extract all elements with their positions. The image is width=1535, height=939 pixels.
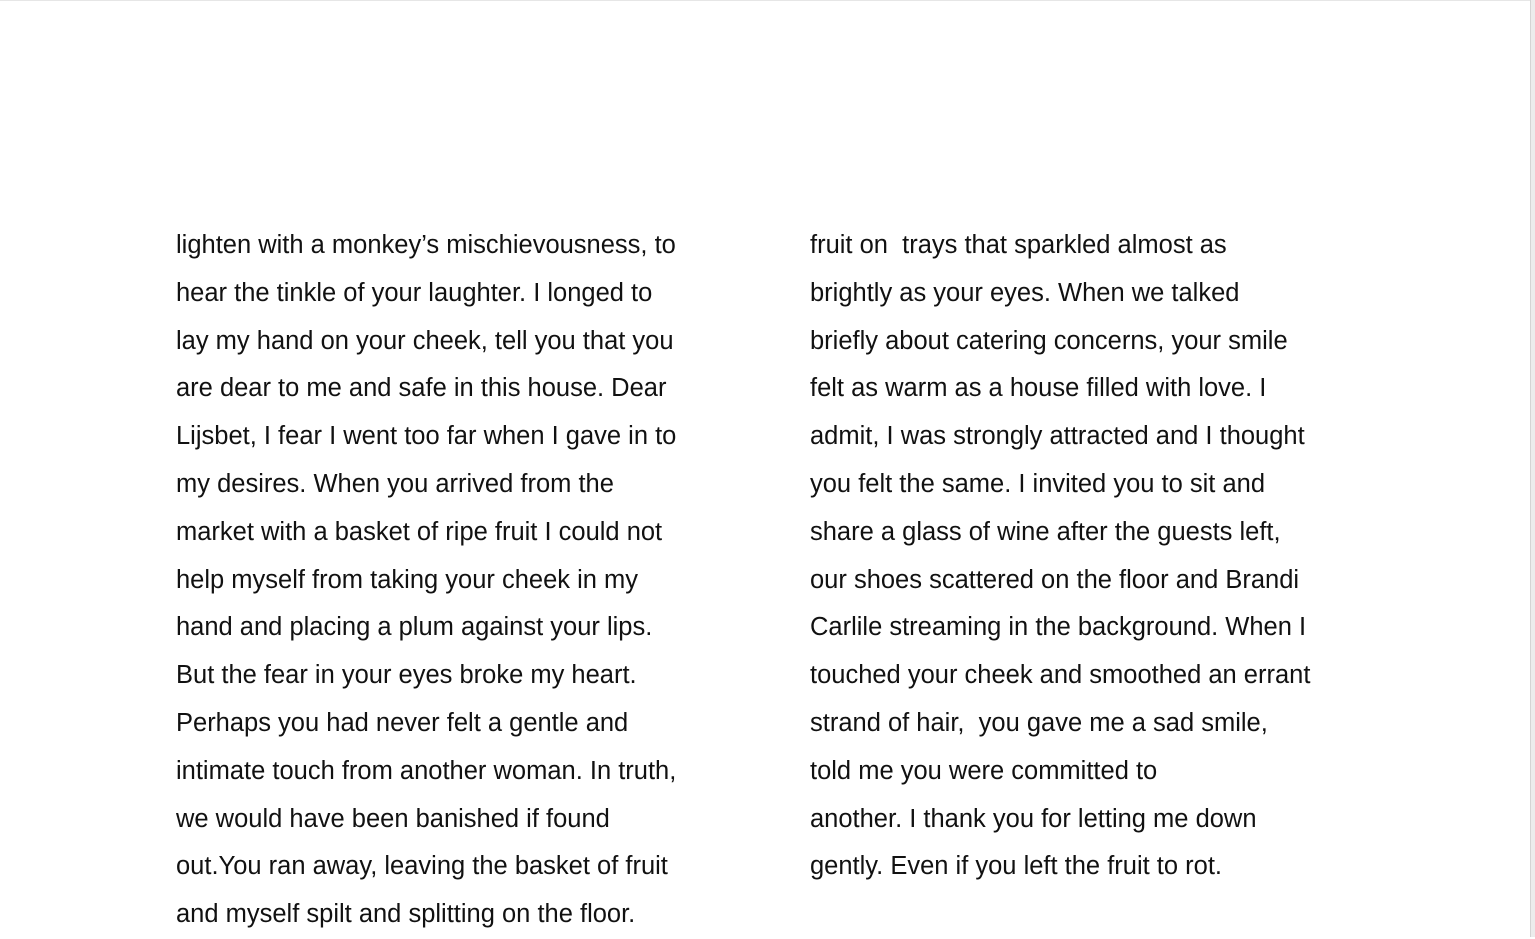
text-line: you felt the same. I invited you to sit and (810, 469, 1266, 498)
text-line: another. I thank you for letting me down (810, 804, 1257, 833)
text-line: and myself spilt and splitting on the floor. (176, 900, 636, 929)
text-line: market with a basket of ripe fruit I could not (176, 517, 663, 546)
text-line: gently. Even if you left the fruit to rot. (810, 852, 1222, 881)
text-line: our shoes scattered on the floor and Brandi (810, 565, 1300, 594)
text-line: intimate touch from another woman. In truth, (176, 756, 677, 785)
text-line: lay my hand on your cheek, tell you that you (176, 326, 674, 355)
text-line: share a glass of wine after the guests left, (810, 517, 1281, 546)
text-line: touched your cheek and smoothed an errant (810, 661, 1311, 690)
text-line: are dear to me and safe in this house. Dear (176, 374, 667, 403)
text-line: my desires. When you arrived from the (176, 469, 614, 498)
text-line: briefly about catering concerns, your smile (810, 326, 1288, 355)
text-line: help myself from taking your cheek in my (176, 565, 639, 594)
text-column-left (176, 222, 746, 939)
text-line: felt as warm as a house filled with love. I (810, 374, 1267, 403)
text-line: But the fear in your eyes broke my heart. (176, 661, 637, 690)
text-line: hear the tinkle of your laughter. I longed to (176, 278, 653, 307)
text-line: Perhaps you had never felt a gentle and (176, 708, 629, 737)
text-line: Carlile streaming in the background. When I (810, 613, 1307, 642)
text-line: fruit on trays that sparkled almost as (810, 231, 1227, 259)
text-line: Lijsbet, I fear I went too far when I gave in to (176, 422, 677, 451)
text-line: strand of hair, you gave me a sad smile, (810, 708, 1268, 737)
text-line: hand and placing a plum against your lips. (176, 613, 653, 642)
page-edge (1530, 0, 1535, 937)
text-line: lighten with a monkey’s mischievousness, to (176, 231, 676, 259)
text-line: told me you were committed to (810, 756, 1158, 785)
text-line: brightly as your eyes. When we talked (810, 278, 1240, 307)
text-line: we would have been banished if found (176, 804, 610, 833)
text-line: admit, I was strongly attracted and I thought (810, 422, 1305, 451)
text-column-right (810, 222, 1380, 891)
text-line: out.You ran away, leaving the basket of fruit (176, 852, 668, 881)
